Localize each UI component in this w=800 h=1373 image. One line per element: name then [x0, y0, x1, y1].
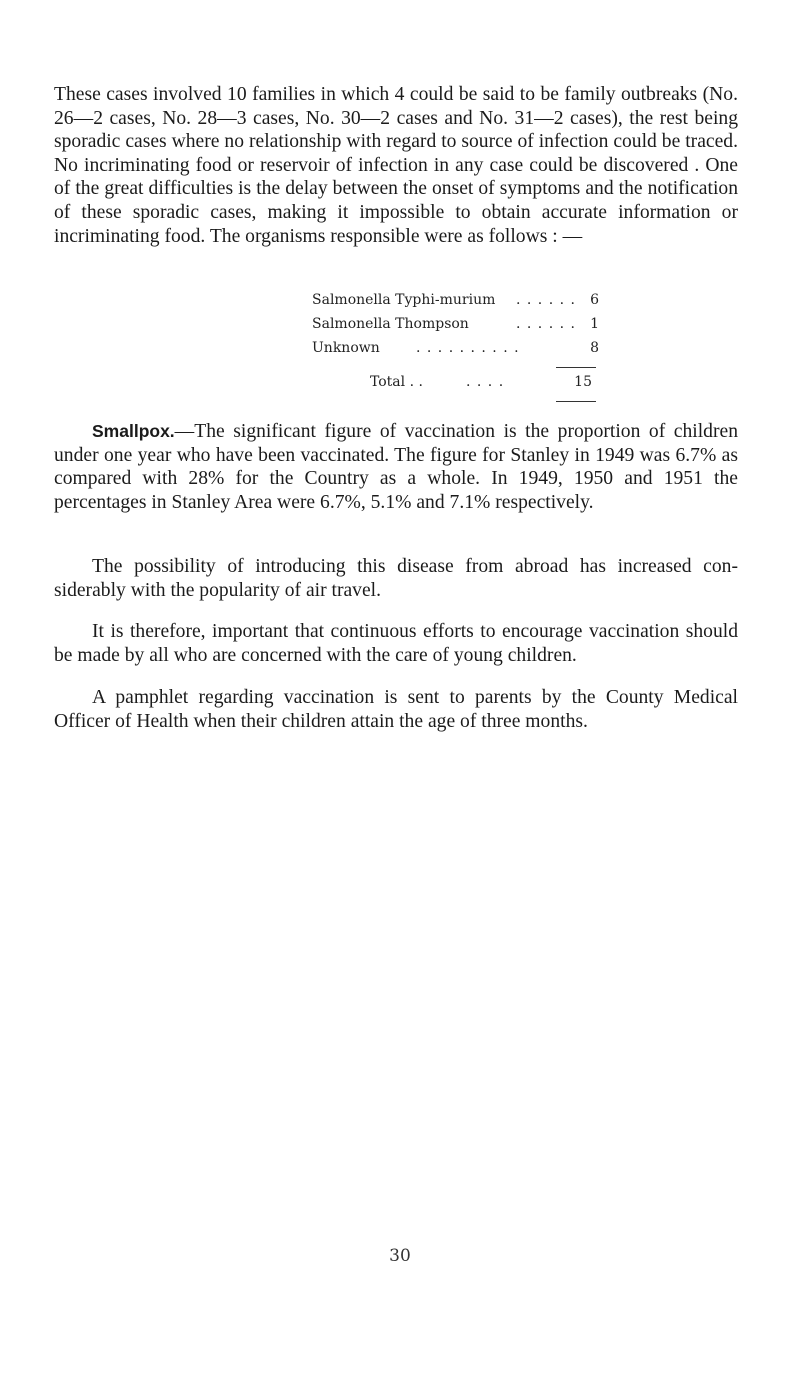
row-leader: . . . . . .	[516, 316, 576, 332]
total-value: 15	[574, 374, 592, 390]
row-label: Unknown	[312, 340, 380, 356]
table-row	[312, 315, 602, 333]
table-row	[312, 339, 602, 357]
row-value: 6	[590, 292, 599, 308]
total-leader: . . . .	[466, 374, 505, 390]
smallpox-text: —The significant figure of vaccination is the proportion of children under one year who have been vaccinated. The figure for Stanley in 1949 was 6.7% as compared with 28% for the Country as a whole. In 1949, 1950 and 1951 the percentages in Stanley Area were 6.7%, 5.1% and 7.1% respectively.	[54, 421, 738, 513]
air-travel-paragraph: The possibility of introducing this disease from abroad has increased con- siderably with the popularity of air travel.	[54, 556, 738, 601]
row-leader: . . . . . .	[516, 292, 576, 308]
table-row	[312, 291, 602, 309]
pamphlet-paragraph: A pamphlet regarding vaccination is sent to parents by the County Medical Officer of Health when their children attain the age of three months.	[54, 687, 738, 732]
total-rule-top	[556, 367, 596, 368]
row-value: 8	[590, 340, 599, 356]
intro-paragraph: These cases involved 10 families in which 4 could be said to be family outbreaks (No. 26—2 cases, No. 28—3 cases, No. 30—2 cases and No. 31—2 cases), the rest being sporadic cases where no relationship with regard to source of infection could be traced. No incriminating food or reservoir of infection in any case could be discovered . One of the great difficulties is the delay between the onset of symptoms and the notification of these sporadic cases, making it impossible to obtain accurate information or incriminating food. The organisms responsible were as follows : —	[54, 84, 738, 247]
row-label: Salmonella Thompson	[312, 316, 469, 332]
row-label: Salmonella Typhi-murium	[312, 292, 496, 308]
page-number: 30	[389, 1246, 411, 1266]
smallpox-heading: Smallpox.	[92, 421, 175, 441]
row-leader: . . . . . . . . . .	[416, 340, 520, 356]
vaccination-efforts-paragraph: It is therefore, important that continuous efforts to encourage vaccination should be made by all who are concerned with the care of young children.	[54, 621, 738, 666]
smallpox-paragraph	[54, 420, 738, 514]
table-total-row	[370, 373, 602, 391]
total-label: Total . .	[370, 374, 423, 390]
row-value: 1	[590, 316, 599, 332]
total-rule-bottom	[556, 401, 596, 402]
